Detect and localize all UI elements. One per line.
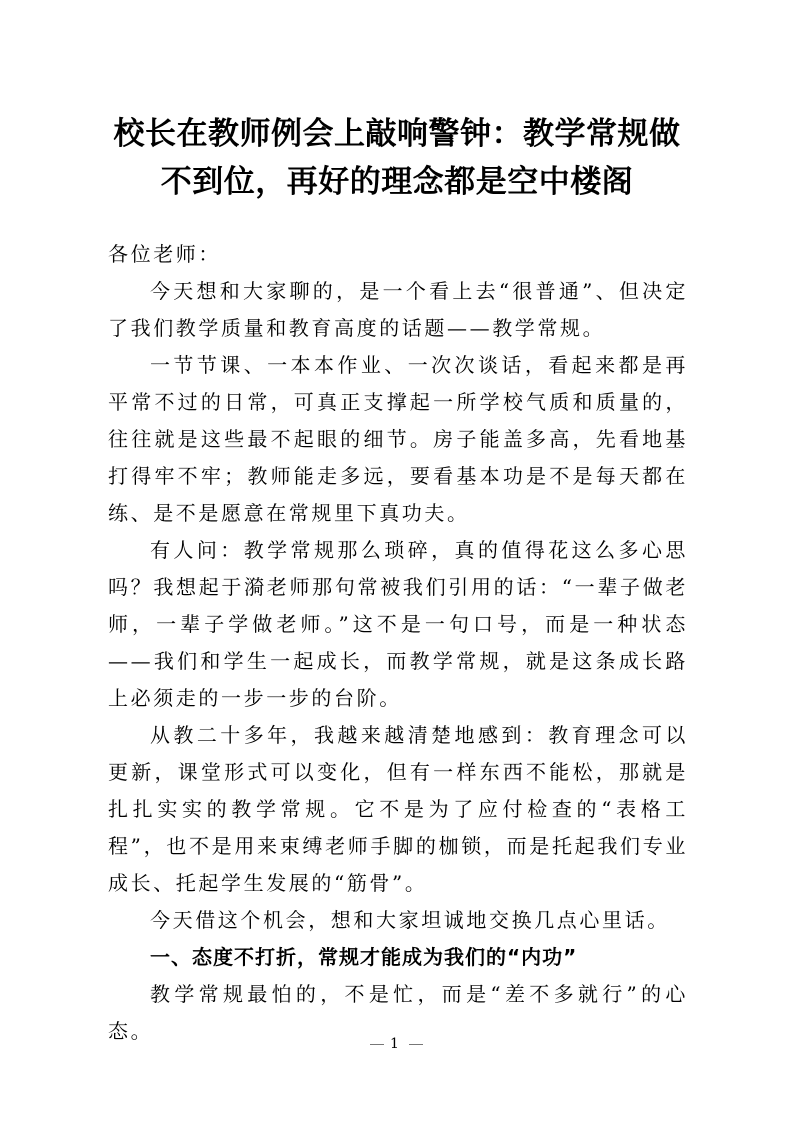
paragraph: 今天想和大家聊的，是一个看上去“很普通”、但决定了我们教学质量和教育高度的话题——教学常规。	[108, 279, 688, 340]
paragraph: 今天借这个机会，想和大家坦诚地交换几点心里话。	[150, 908, 670, 932]
paragraph: 有人问：教学常规那么琐碎，真的值得花这么多心思吗？我想起于漪老师那句常被我们引用的话：“一辈子做老师，一辈子学做老师。”这不是一句口号，而是一种状态——我们和学生一起成长，而教学常规，就是这条成长路上必须走的一步一步的台阶。	[108, 538, 688, 710]
paragraph: 一节节课、一本本作业、一次次谈话，看起来都是再平常不过的日常，可真正支撑起一所学校气质和质量的，往往就是这些最不起眼的细节。房子能盖多高，先看地基打得牢不牢；教师能走多远，要看基本功是不是每天都在练、是不是愿意在常规里下真功夫。	[108, 353, 688, 525]
paragraph: 教学常规最怕的，不是忙，而是“差不多就行”的心态。	[108, 982, 688, 1043]
dash-decoration	[370, 1044, 384, 1045]
page-number-footer	[0, 1036, 793, 1052]
dash-decoration	[409, 1044, 423, 1045]
paragraph: 从教二十多年，我越来越清楚地感到：教育理念可以更新，课堂形式可以变化，但有一样东西不能松，那就是扎扎实实的教学常规。它不是为了应付检查的“表格工程”，也不是用来束缚老师手脚的枷锁，而是托起我们专业成长、托起学生发展的“筋骨”。	[108, 723, 688, 895]
document-body	[108, 236, 688, 1050]
section-heading: 一、态度不打折，常规才能成为我们的“内功”	[150, 945, 578, 969]
document-title: 校长在教师例会上敲响警钟：教学常规做不到位，再好的理念都是空中楼阁	[113, 116, 681, 200]
salutation: 各位老师：	[108, 242, 221, 266]
page-number: 1	[390, 1036, 403, 1052]
